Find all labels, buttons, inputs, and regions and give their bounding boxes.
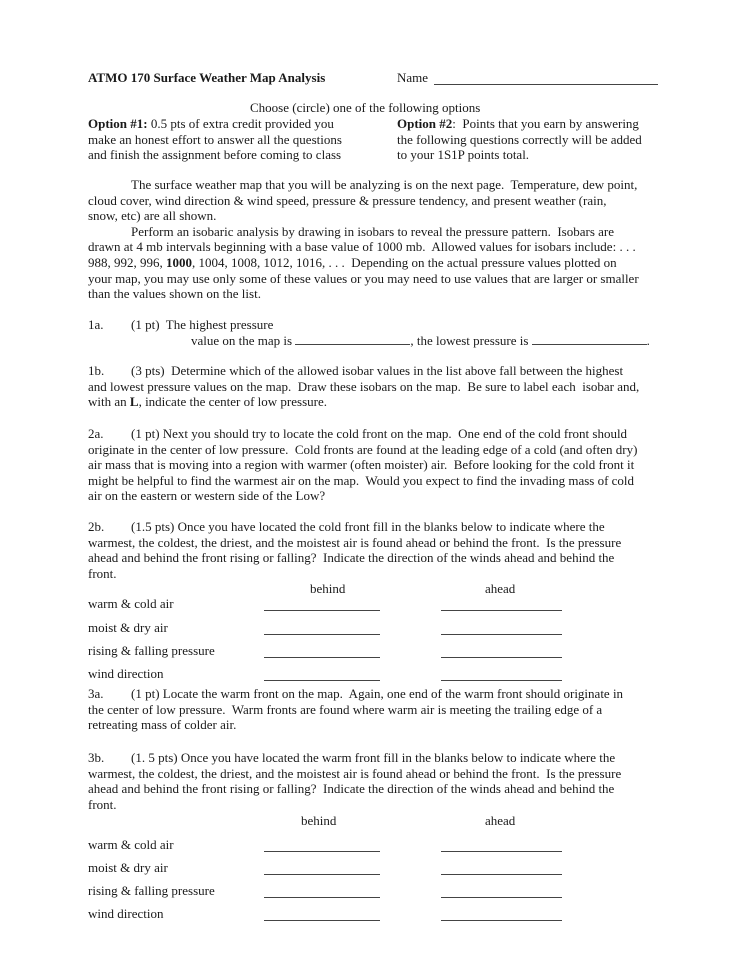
text-span: , 1004, 1008, 1012, 1016, . . . Depending on the actual pressure values plotted on (192, 254, 617, 270)
text-line: retreating mass of colder air. (88, 717, 237, 733)
row-label: rising & falling pressure (88, 643, 215, 658)
question-number: 3a. (88, 686, 104, 701)
text-line: front. (88, 565, 117, 581)
text-span: (1.5 pts) Once you have located the cold front fill in the blanks below to indicate where the (131, 519, 605, 534)
question-3a (88, 686, 678, 733)
question-1b (88, 363, 678, 410)
text-span: (1 pt) Locate the warm front on the map. Again, one end of the warm front should originate in (131, 686, 624, 701)
text-line: to your 1S1P points total. (397, 147, 530, 163)
text-line: snow, etc) are all shown. (88, 208, 217, 224)
lowest-pressure-blank[interactable] (532, 333, 647, 345)
text-span: (1 pt) Next you should try to locate the cold front on the map. One end of the cold front should (131, 426, 628, 441)
ahead-blank[interactable] (441, 610, 562, 611)
question-2a (88, 426, 678, 504)
text-span: , indicate the center of low pressure. (138, 394, 327, 410)
behind-blank[interactable] (264, 610, 380, 611)
ahead-blank[interactable] (441, 634, 562, 635)
text-span: (1. 5 pts) Once you have located the warm front fill in the blanks below to indicate where the (131, 750, 616, 765)
row-label: rising & falling pressure (88, 883, 215, 898)
highest-pressure-blank[interactable] (295, 333, 410, 345)
intro-paragraph-1 (88, 177, 678, 302)
ahead-blank[interactable] (441, 657, 562, 658)
column-ahead: ahead (485, 581, 516, 596)
option-2[interactable] (397, 116, 677, 163)
text-line: warmest, the coldest, the driest, and the moistest air is found ahead or behind the front. Is the pressure (88, 765, 622, 781)
text-line: and finish the assignment before coming to class (88, 147, 342, 163)
behind-blank[interactable] (264, 897, 380, 898)
base-value: 1000 (166, 254, 192, 270)
text-span: with an (88, 394, 130, 410)
behind-blank[interactable] (264, 851, 380, 852)
behind-blank[interactable] (264, 920, 380, 921)
text-line: : Points that you earn by answering (452, 116, 639, 131)
row-label: moist & dry air (88, 620, 168, 635)
option-2-label: Option #2 (397, 116, 453, 131)
text-line: 0.5 pts of extra credit provided you (147, 116, 334, 131)
column-behind: behind (301, 813, 337, 828)
text-line: originate in the center of low pressure. Cold fronts are found at the leading edge of a cold (and often dry) (88, 441, 638, 457)
question-number: 1a. (88, 317, 104, 332)
column-ahead: ahead (485, 813, 516, 828)
question-number: 2b. (88, 519, 105, 534)
text-span: , the lowest pressure is (410, 332, 532, 348)
option-1-label: Option #1: (88, 116, 148, 131)
question-1a (131, 317, 671, 348)
text-line: air mass that is moving into a region with warmer (often moister) air. Before looking for the cold front it (88, 457, 635, 473)
text-line: (1 pt) The highest pressure (131, 317, 274, 332)
text-line: and lowest pressure values on the map. Draw these isobars on the map. Be sure to label each isobar and, (88, 378, 640, 394)
choose-instruction: Choose (circle) one of the following options (250, 100, 481, 115)
row-label: warm & cold air (88, 596, 174, 611)
text-line: cloud cover, wind direction & wind speed, pressure & pressure tendency, and present weather (rain, (88, 192, 607, 208)
row-label: warm & cold air (88, 837, 174, 852)
ahead-blank[interactable] (441, 874, 562, 875)
text-line: might be helpful to find the warmest air on the map. Would you expect to find the invading mass of cold (88, 472, 635, 488)
option-1[interactable] (88, 116, 388, 163)
question-number: 3b. (88, 750, 105, 765)
name-label: Name (397, 70, 429, 85)
text-line: front. (88, 796, 117, 812)
text-line: ahead and behind the front rising or falling? Indicate the direction of the winds ahead and behind the (88, 550, 615, 566)
question-2b (88, 519, 678, 581)
text-line: the following questions correctly will be added (397, 131, 642, 147)
row-label: moist & dry air (88, 860, 168, 875)
row-label: wind direction (88, 906, 164, 921)
question-3b (88, 750, 678, 812)
text-line: ahead and behind the front rising or falling? Indicate the direction of the winds ahead and behind the (88, 781, 615, 797)
text-line: your map, you may use only some of these values or you may need to use values that are larger or smaller (88, 270, 639, 286)
text-span: (3 pts) Determine which of the allowed isobar values in the list above fall between the highest (131, 363, 624, 378)
low-symbol: L (129, 394, 139, 410)
document-title: ATMO 170 Surface Weather Map Analysis (88, 70, 326, 85)
text-line: the center of low pressure. Warm fronts are found where warm air is meeting the trailing edge of a (88, 701, 603, 717)
ahead-blank[interactable] (441, 680, 562, 681)
ahead-blank[interactable] (441, 851, 562, 852)
text-line: than the values shown on the list. (88, 286, 261, 302)
text-line: Perform an isobaric analysis by drawing in isobars to reveal the pressure pattern. Isobars are (131, 223, 615, 239)
text-line: make an honest effort to answer all the questions (88, 131, 342, 147)
row-label: wind direction (88, 666, 164, 681)
text-line: The surface weather map that you will be analyzing is on the next page. Temperature, dew point, (131, 177, 638, 192)
column-behind: behind (310, 581, 346, 596)
ahead-blank[interactable] (441, 897, 562, 898)
behind-blank[interactable] (264, 680, 380, 681)
text-line: warmest, the coldest, the driest, and the moistest air is found ahead or behind the front. Is the pressure (88, 534, 622, 550)
behind-blank[interactable] (264, 657, 380, 658)
ahead-blank[interactable] (441, 920, 562, 921)
behind-blank[interactable] (264, 874, 380, 875)
question-number: 1b. (88, 363, 105, 378)
text-line: drawn at 4 mb intervals beginning with a base value of 1000 mb. Allowed values for isobars include: . . . (88, 239, 636, 255)
text-line: air on the eastern or western side of the Low? (88, 488, 326, 504)
name-blank[interactable] (434, 84, 658, 85)
text-span: 988, 992, 996, (88, 254, 166, 270)
question-number: 2a. (88, 426, 104, 441)
text-span: . (646, 332, 650, 348)
behind-blank[interactable] (264, 634, 380, 635)
text-span: value on the map is (191, 332, 296, 348)
